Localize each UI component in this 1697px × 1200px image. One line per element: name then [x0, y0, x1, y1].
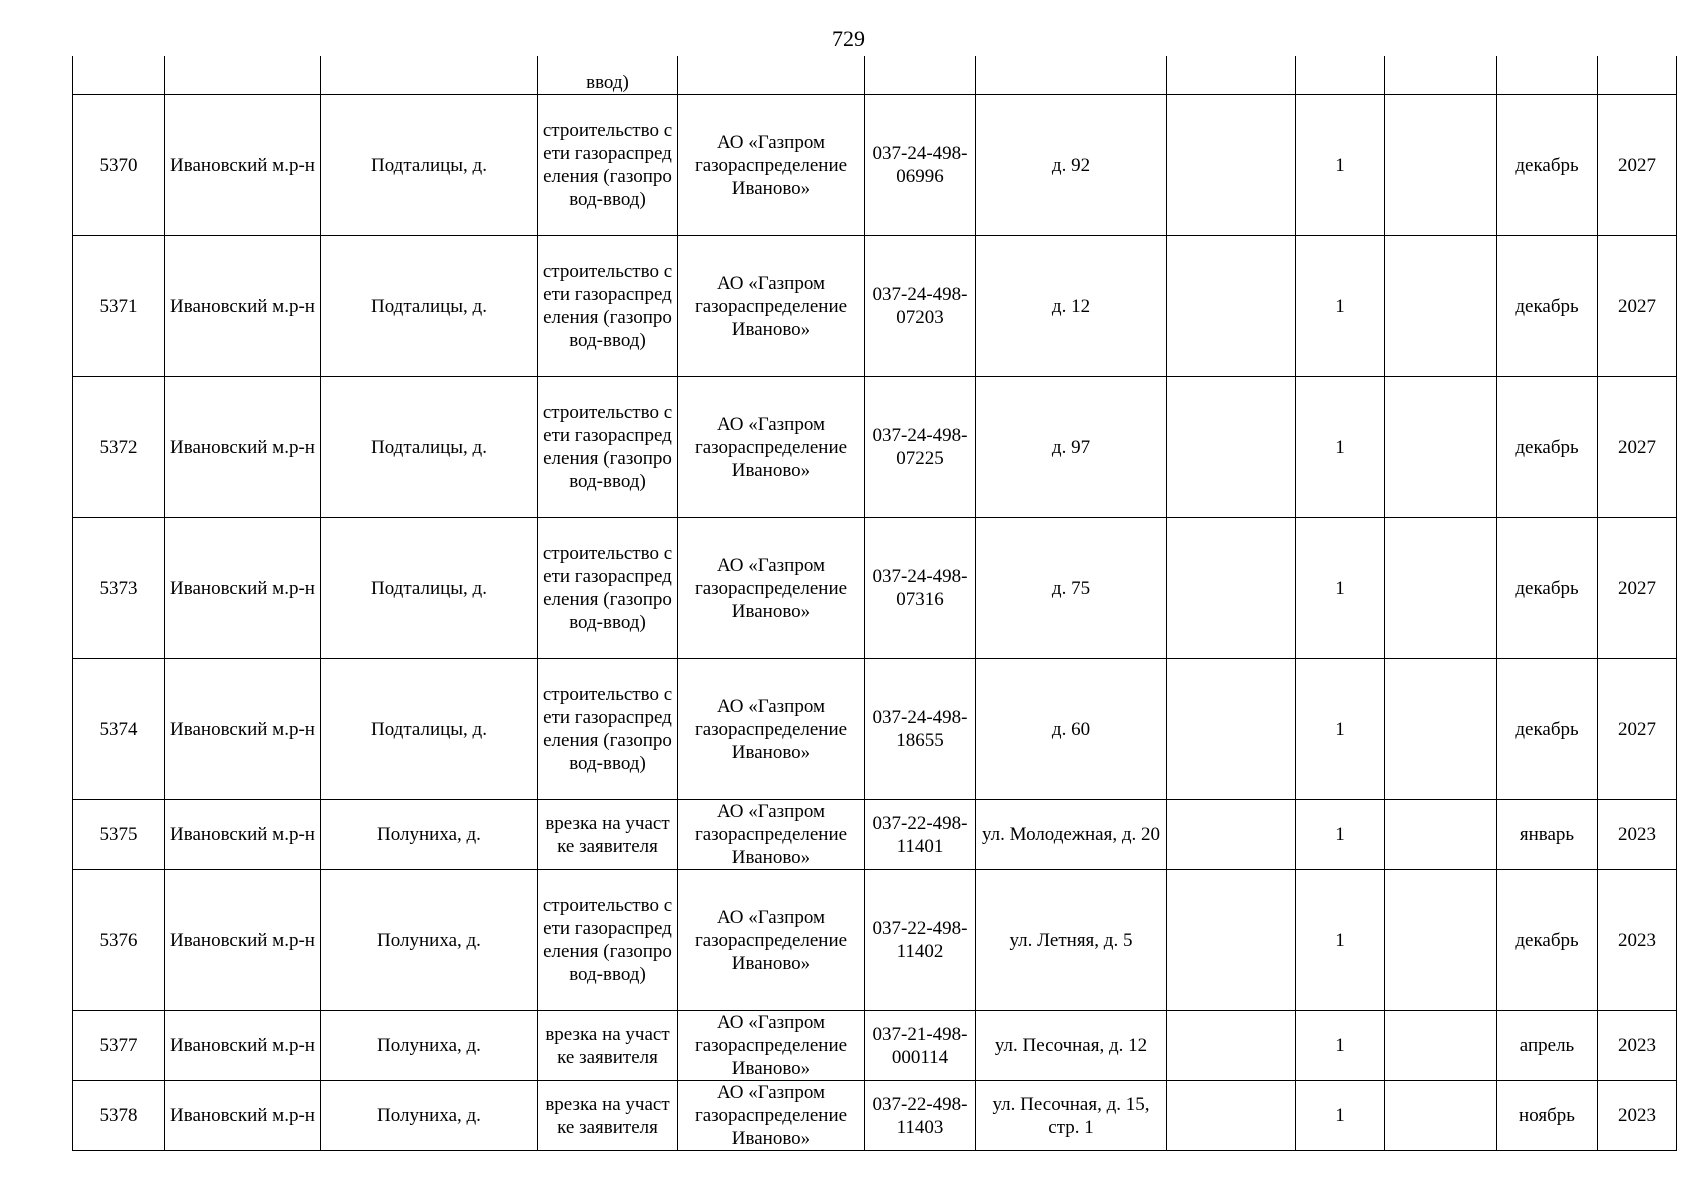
cell-org: АО «Газпром газораспределение Иваново»	[678, 95, 865, 236]
cell-locality: Полуниха, д.	[321, 800, 538, 870]
cell-month: декабрь	[1497, 95, 1598, 236]
cell-num: 5374	[73, 659, 165, 800]
cell-locality: Полуниха, д.	[321, 870, 538, 1011]
cell-num: 5370	[73, 95, 165, 236]
cell-qty: 1	[1296, 1011, 1385, 1081]
cell-year: 2027	[1598, 95, 1677, 236]
cell-org: АО «Газпром газораспределение Иваново»	[678, 518, 865, 659]
cell-year: 2023	[1598, 1081, 1677, 1151]
cell-qty: 1	[1296, 659, 1385, 800]
table-row	[73, 800, 1677, 870]
cell-num: 5371	[73, 236, 165, 377]
cell-year: 2027	[1598, 659, 1677, 800]
cell-empty	[1167, 95, 1296, 236]
cell-app-no: 037-22-498-11403	[865, 1081, 976, 1151]
cell-empty	[1385, 56, 1497, 95]
cell-num: 5375	[73, 800, 165, 870]
cell-empty	[1167, 377, 1296, 518]
table-row	[73, 659, 1677, 800]
page-number: 729	[832, 26, 865, 51]
cell-district: Ивановский м.р-н	[165, 659, 321, 800]
cell-work-type: строительство сети газораспределения (газопровод-ввод)	[538, 95, 678, 236]
table-row	[73, 870, 1677, 1011]
cell-district: Ивановский м.р-н	[165, 377, 321, 518]
cell-empty	[1385, 800, 1497, 870]
cell-num: 5376	[73, 870, 165, 1011]
cell-year: 2023	[1598, 870, 1677, 1011]
cell-district: Ивановский м.р-н	[165, 236, 321, 377]
cell-empty	[1167, 56, 1296, 95]
cell-locality: Полуниха, д.	[321, 1011, 538, 1081]
cell-qty: 1	[1296, 870, 1385, 1011]
cell-empty	[1385, 1081, 1497, 1151]
cell-locality: Полуниха, д.	[321, 1081, 538, 1151]
cell-app-no: 037-22-498-11402	[865, 870, 976, 1011]
cell-empty	[1167, 800, 1296, 870]
cell-num: 5378	[73, 1081, 165, 1151]
table-row	[73, 1011, 1677, 1081]
cell-year: 2023	[1598, 1011, 1677, 1081]
cell-org: АО «Газпром газораспределение Иваново»	[678, 1011, 865, 1081]
cell-work-type: строительство сети газораспределения (газопровод-ввод)	[538, 870, 678, 1011]
cell-empty	[1385, 95, 1497, 236]
cell-qty: 1	[1296, 800, 1385, 870]
cell-app-no: 037-24-498-07225	[865, 377, 976, 518]
cell-qty: 1	[1296, 518, 1385, 659]
cell-locality: Подталицы, д.	[321, 377, 538, 518]
cell-app-no: 037-24-498-18655	[865, 659, 976, 800]
cell-month	[1497, 56, 1598, 95]
cell-work-type: строительство сети газораспределения (газопровод-ввод)	[538, 377, 678, 518]
cell-empty	[1385, 1011, 1497, 1081]
cell-app-no: 037-24-498-07316	[865, 518, 976, 659]
cell-address	[976, 56, 1167, 95]
cell-address: д. 75	[976, 518, 1167, 659]
cell-year: 2027	[1598, 236, 1677, 377]
cell-org: АО «Газпром газораспределение Иваново»	[678, 377, 865, 518]
cell-address: ул. Молодежная, д. 20	[976, 800, 1167, 870]
cell-qty: 1	[1296, 236, 1385, 377]
cell-org: АО «Газпром газораспределение Иваново»	[678, 1081, 865, 1151]
cell-org: АО «Газпром газораспределение Иваново»	[678, 870, 865, 1011]
cell-year: 2027	[1598, 518, 1677, 659]
cell-locality	[321, 56, 538, 95]
cell-address: д. 12	[976, 236, 1167, 377]
cell-month: декабрь	[1497, 377, 1598, 518]
cell-num: 5377	[73, 1011, 165, 1081]
cell-work-type: врезка на участке заявителя	[538, 1011, 678, 1081]
cell-num: 5373	[73, 518, 165, 659]
cell-app-no: 037-24-498-06996	[865, 95, 976, 236]
cell-district: Ивановский м.р-н	[165, 518, 321, 659]
table-row	[73, 236, 1677, 377]
cell-district	[165, 56, 321, 95]
cell-empty	[1385, 377, 1497, 518]
cell-org: АО «Газпром газораспределение Иваново»	[678, 659, 865, 800]
cell-year	[1598, 56, 1677, 95]
cell-empty	[1167, 518, 1296, 659]
cell-app-no: 037-21-498-000114	[865, 1011, 976, 1081]
cell-month: ноябрь	[1497, 1081, 1598, 1151]
cell-address: ул. Летняя, д. 5	[976, 870, 1167, 1011]
table-row	[73, 95, 1677, 236]
cell-num: 5372	[73, 377, 165, 518]
cell-month: декабрь	[1497, 659, 1598, 800]
table-row	[73, 1081, 1677, 1151]
cell-address: д. 92	[976, 95, 1167, 236]
gasification-registry-table	[72, 56, 1677, 1151]
cell-empty	[1167, 659, 1296, 800]
table-row-continued	[73, 56, 1677, 95]
cell-empty	[1167, 1081, 1296, 1151]
cell-app-no	[865, 56, 976, 95]
cell-month: декабрь	[1497, 518, 1598, 659]
cell-district: Ивановский м.р-н	[165, 1081, 321, 1151]
cell-locality: Подталицы, д.	[321, 236, 538, 377]
cell-address: ул. Песочная, д. 15, стр. 1	[976, 1081, 1167, 1151]
cell-org: АО «Газпром газораспределение Иваново»	[678, 236, 865, 377]
cell-qty	[1296, 56, 1385, 95]
cell-empty	[1167, 870, 1296, 1011]
cell-qty: 1	[1296, 1081, 1385, 1151]
cell-work-type: строительство сети газораспределения (газопровод-ввод)	[538, 518, 678, 659]
cell-month: январь	[1497, 800, 1598, 870]
cell-month: декабрь	[1497, 870, 1598, 1011]
cell-address: ул. Песочная, д. 12	[976, 1011, 1167, 1081]
cell-empty	[1385, 518, 1497, 659]
cell-org: АО «Газпром газораспределение Иваново»	[678, 800, 865, 870]
cell-month: декабрь	[1497, 236, 1598, 377]
table-row	[73, 518, 1677, 659]
cell-month: апрель	[1497, 1011, 1598, 1081]
cell-qty: 1	[1296, 377, 1385, 518]
cell-address: д. 97	[976, 377, 1167, 518]
cell-district: Ивановский м.р-н	[165, 870, 321, 1011]
cell-empty	[1385, 659, 1497, 800]
cell-qty: 1	[1296, 95, 1385, 236]
cell-org	[678, 56, 865, 95]
cell-empty	[1385, 870, 1497, 1011]
cell-locality: Подталицы, д.	[321, 518, 538, 659]
cell-address: д. 60	[976, 659, 1167, 800]
cell-year: 2027	[1598, 377, 1677, 518]
cell-work-type: строительство сети газораспределения (газопровод-ввод)	[538, 659, 678, 800]
cell-year: 2023	[1598, 800, 1677, 870]
cell-app-no: 037-22-498-11401	[865, 800, 976, 870]
cell-work-type: ввод)	[538, 56, 678, 95]
cell-district: Ивановский м.р-н	[165, 95, 321, 236]
cell-work-type: врезка на участке заявителя	[538, 1081, 678, 1151]
cell-district: Ивановский м.р-н	[165, 1011, 321, 1081]
cell-empty	[1167, 236, 1296, 377]
cell-locality: Подталицы, д.	[321, 95, 538, 236]
cell-locality: Подталицы, д.	[321, 659, 538, 800]
cell-empty	[1167, 1011, 1296, 1081]
cell-work-type: строительство сети газораспределения (газопровод-ввод)	[538, 236, 678, 377]
cell-empty	[1385, 236, 1497, 377]
cell-work-type: врезка на участке заявителя	[538, 800, 678, 870]
cell-app-no: 037-24-498-07203	[865, 236, 976, 377]
cell-district: Ивановский м.р-н	[165, 800, 321, 870]
table-row	[73, 377, 1677, 518]
cell-num	[73, 56, 165, 95]
